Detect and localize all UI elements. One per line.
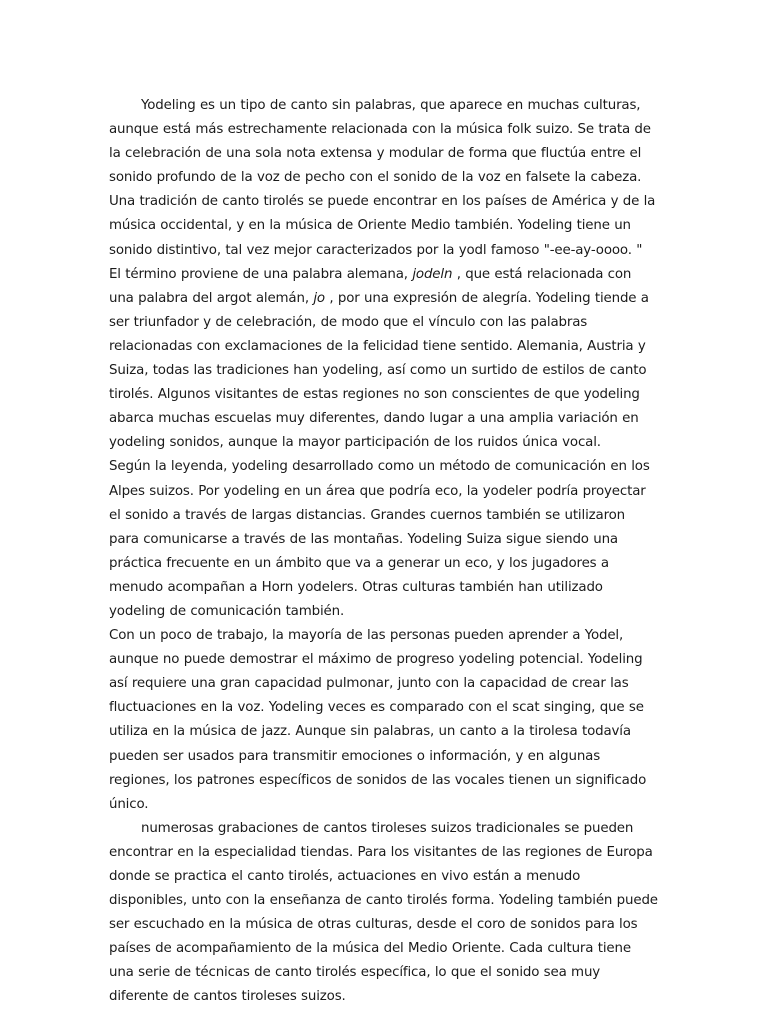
paragraph-2-text-c: , por una expresión de alegría. Yodeling tiende a ser triunfador y de celebración, de modo que el vínculo con las palabras relacionadas con exclamaciones de la felicidad tiene sentido. Alemania, Austria y Suiza, todas las tradiciones han yodeling, así como un surtido de estilos de canto tirolés. Algunos visitantes de estas regiones no son conscientes de que yodeling abarca muchas escuelas muy diferentes, dando lugar a una amplia variación en yodeling sonidos, aunque la mayor participación de los ruidos única vocal. xyxy=(109,290,649,451)
paragraph-2-text-b: , que está relacionada con una palabra del argot alemán, xyxy=(109,266,632,306)
paragraph-5: numerosas grabaciones de cantos tiroleses suizos tradicionales se pueden encontrar en la especialidad tiendas. Para los visitantes de las regiones de Europa donde se practica el canto tirolés, actuaciones en vivo están a menudo disponibles, unto con la enseñanza de canto tirolés forma. Yodeling también puede ser escuchado en la música de otras culturas, desde el coro de sonidos para los países de acompañamiento de la música del Medio Oriente. Cada cultura tiene una serie de técnicas de canto tirolés específica, lo que el sonido sea muy diferente de cantos tiroleses suizos. xyxy=(109,820,658,1005)
italic-term-jodeln: jodeln xyxy=(412,266,453,282)
paragraph-3: Según la leyenda, yodeling desarrollado como un método de comunicación en los Alpes suizos. Por yodeling en un área que podría eco, la yodeler podría proyectar el sonido a través de largas distancias. Grandes cuernos también se utilizaron para comunicarse a través de las montañas. Yodeling Suiza sigue siendo una práctica frecuente en un ámbito que va a generar un eco, y los jugadores a menudo acompañan a Horn yodelers. Otras culturas también han utilizado yodeling de comunicación también. xyxy=(109,459,650,619)
document-page xyxy=(109,94,659,1010)
paragraph-2-text-a: El término proviene de una palabra alemana, xyxy=(109,266,413,282)
italic-term-jo: jo xyxy=(313,290,325,306)
paragraph-4: Con un poco de trabajo, la mayoría de las personas pueden aprender a Yodel, aunque no puede demostrar el máximo de progreso yodeling potencial. Yodeling así requiere una gran capacidad pulmonar, junto con la capacidad de crear las fluctuaciones en la voz. Yodeling veces es comparado con el scat singing, que se utiliza en la música de jazz. Aunque sin palabras, un canto a la tirolesa todavía pueden ser usados para transmitir emociones o información, y en algunas regiones, los patrones específicos de sonidos de las vocales tienen un significado único. xyxy=(109,628,647,812)
paragraph-1: Yodeling es un tipo de canto sin palabras, que aparece en muchas culturas, aunque está más estrechamente relacionada con la música folk suizo. Se trata de la celebración de una sola nota extensa y modular de forma que fluctúa entre el sonido profundo de la voz de pecho con el sonido de la voz en falsete la cabeza. Una tradición de canto tirolés se puede encontrar en los países de América y de la música occidental, y en la música de Oriente Medio también. Yodeling tiene un sonido distintivo, tal vez mejor caracterizados por la yodl famoso "-ee-ay-oooo. " xyxy=(109,98,656,258)
paragraph-2 xyxy=(109,263,659,456)
